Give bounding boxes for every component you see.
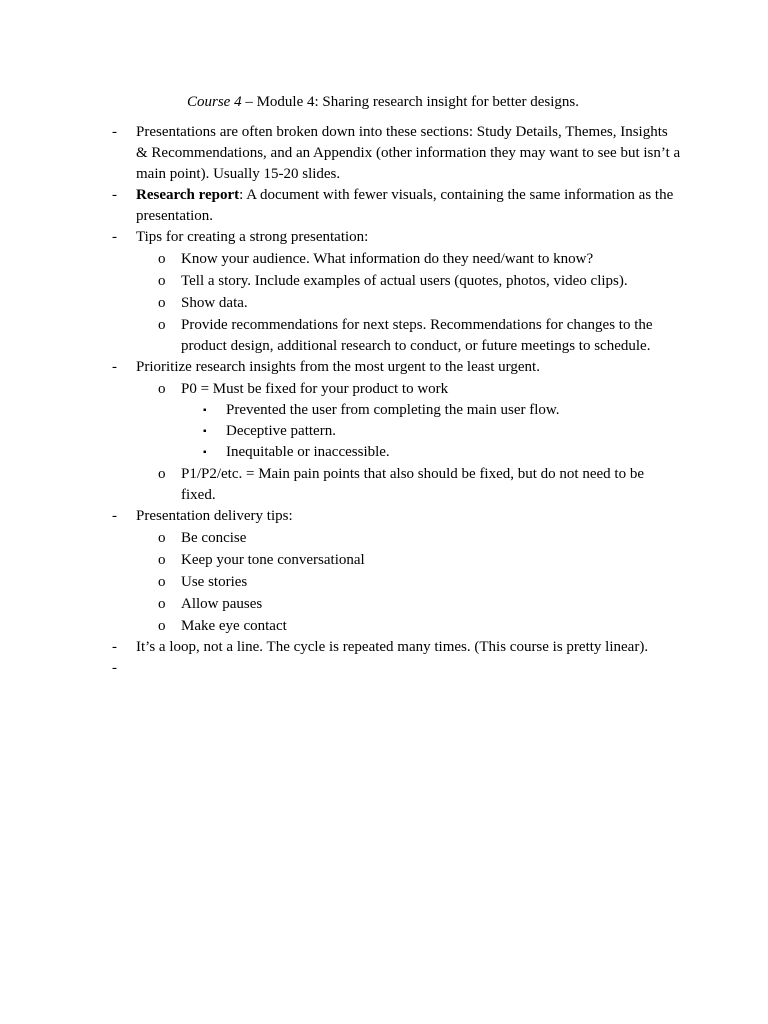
list-item-tips xyxy=(0,227,681,248)
circle-bullet: o xyxy=(158,317,166,333)
item-text: Allow pauses xyxy=(181,596,263,612)
item-text: Presentation delivery tips: xyxy=(136,508,293,524)
circle-bullet: o xyxy=(158,295,166,311)
dash-bullet: - xyxy=(112,639,117,655)
item-text: Tips for creating a strong presentation: xyxy=(136,229,369,245)
item-text: Tell a story. Include examples of actual users (quotes, photos, video clips). xyxy=(181,273,628,289)
dash-bullet: - xyxy=(112,359,117,375)
circle-bullet: o xyxy=(158,596,166,612)
dash-bullet: - xyxy=(112,124,117,140)
sub-item-concise xyxy=(0,528,671,549)
dash-bullet: - xyxy=(112,229,117,245)
circle-bullet: o xyxy=(158,618,166,634)
sub-item-eye-contact xyxy=(0,616,671,637)
item-text: P1/P2/etc. = Main pain points that also should be fixed, but do not need to be fixed. xyxy=(181,466,644,503)
sub-item-stories xyxy=(0,572,671,593)
sub-item-recommendations xyxy=(0,315,671,357)
sub-sub-item-inequitable xyxy=(0,442,671,463)
item-text: Prioritize research insights from the most urgent to the least urgent. xyxy=(136,359,540,375)
sub-item-p1 xyxy=(0,464,671,506)
item-text: Inequitable or inaccessible. xyxy=(226,444,390,460)
sub-item-data xyxy=(0,293,671,314)
dash-bullet: - xyxy=(112,508,117,524)
circle-bullet: o xyxy=(158,273,166,289)
list-item-research-report xyxy=(0,185,681,227)
item-text: Show data. xyxy=(181,295,248,311)
item-text: It’s a loop, not a line. The cycle is repeated many times. (This course is pretty linear). xyxy=(136,639,649,655)
item-text: Prevented the user from completing the main user flow. xyxy=(226,402,560,418)
sub-item-p0 xyxy=(0,379,671,400)
sub-sub-item-deceptive xyxy=(0,421,671,442)
item-text: Keep your tone conversational xyxy=(181,552,365,568)
item-text: Know your audience. What information do they need/want to know? xyxy=(181,251,594,267)
circle-bullet: o xyxy=(158,530,166,546)
course-label: Course 4 xyxy=(187,94,242,110)
sub-item-audience xyxy=(0,249,671,270)
dash-bullet: - xyxy=(112,660,117,676)
item-text: Make eye contact xyxy=(181,618,287,634)
sub-item-story xyxy=(0,271,671,292)
item-text: P0 = Must be fixed for your product to work xyxy=(181,381,449,397)
circle-bullet: o xyxy=(158,574,166,590)
item-text: Use stories xyxy=(181,574,248,590)
list-item-empty xyxy=(0,658,681,679)
circle-bullet: o xyxy=(158,552,166,568)
sub-sub-item-prevented xyxy=(0,400,671,421)
circle-bullet: o xyxy=(158,381,166,397)
list-item-loop xyxy=(0,637,681,658)
page-title xyxy=(187,92,579,113)
list-item-presentations xyxy=(0,122,681,185)
notes-list xyxy=(0,122,768,679)
circle-bullet: o xyxy=(158,251,166,267)
item-text: Deceptive pattern. xyxy=(226,423,336,439)
square-bullet: ▪ xyxy=(203,405,207,416)
list-item-delivery xyxy=(0,506,681,527)
sub-item-tone xyxy=(0,550,671,571)
item-text: Be concise xyxy=(181,530,247,546)
sub-item-pauses xyxy=(0,594,671,615)
square-bullet: ▪ xyxy=(203,426,207,437)
item-text: : A document with fewer visuals, containing the same information as the presentation. xyxy=(136,187,674,224)
item-text: Provide recommendations for next steps. Recommendations for changes to the product design, additional research to conduct, or future meetings to schedule. xyxy=(181,317,653,354)
term-research-report: Research report xyxy=(136,187,240,203)
module-title: – Module 4: Sharing research insight for better designs. xyxy=(241,94,580,110)
square-bullet: ▪ xyxy=(203,447,207,458)
item-text: Presentations are often broken down into these sections: Study Details, Themes, Insights & Recommendations, and an Appendix (other information they may want to see but isn’t a main point). Usually 15-20 slides. xyxy=(136,124,681,182)
dash-bullet: - xyxy=(112,187,117,203)
list-item-prioritize xyxy=(0,357,681,378)
circle-bullet: o xyxy=(158,466,166,482)
